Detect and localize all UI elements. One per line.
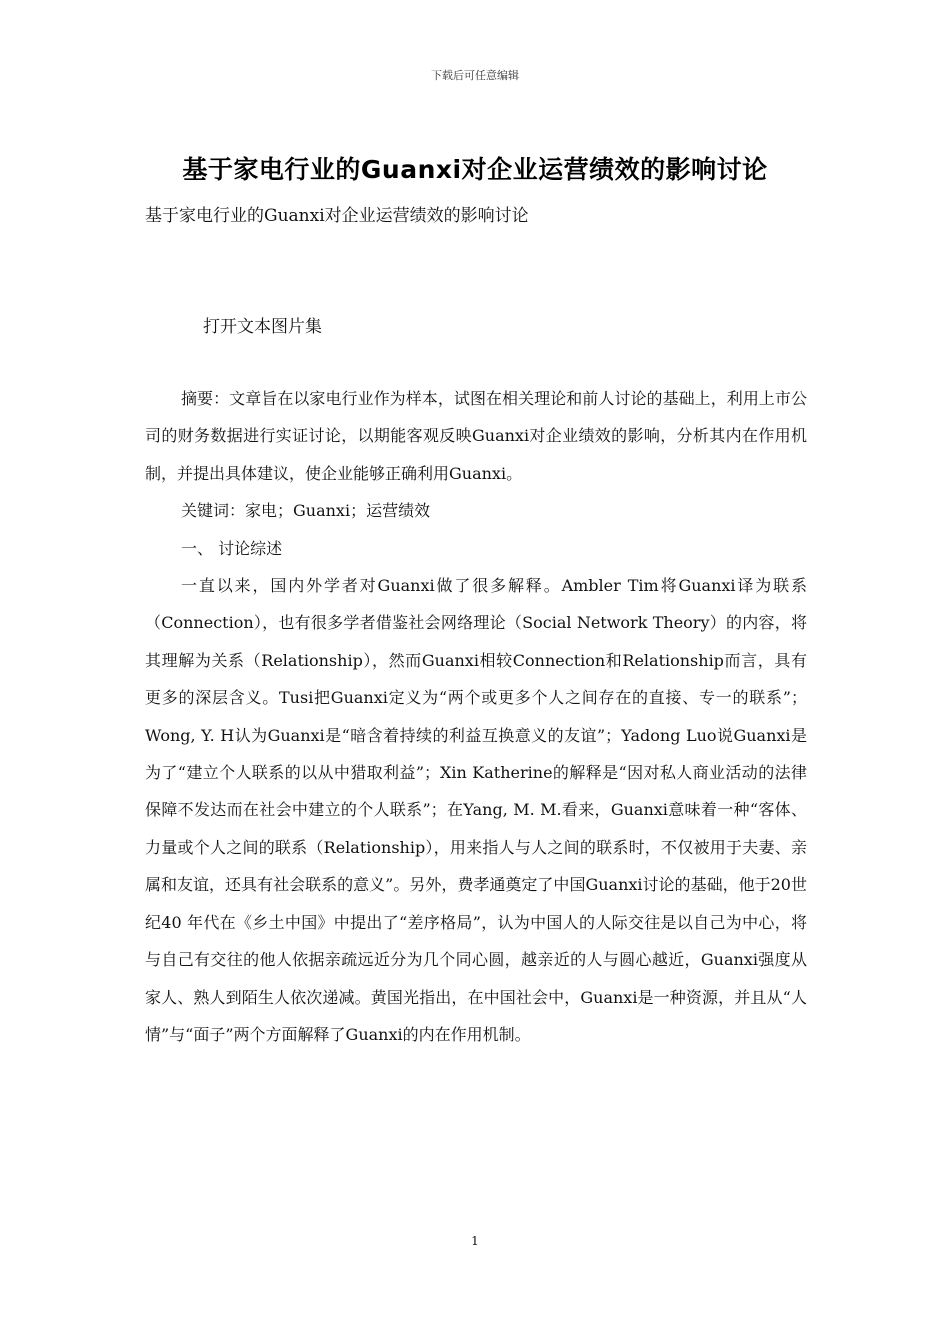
open-image-gallery-link[interactable]: 打开文本图片集 xyxy=(203,317,322,337)
abstract-paragraph: 摘要：文章旨在以家电行业作为样本，试图在相关理论和前人讨论的基础上，利用上市公司的财务数据进行实证讨论，以期能客观反映Guanxi对企业绩效的影响，分析其内在作用机制，并提出具体建议，使企业能够正确利用Guanxi。 xyxy=(145,389,807,483)
document-body xyxy=(145,380,807,1053)
section-body-paragraph: 一直以来，国内外学者对Guanxi做了很多解释。Ambler Tim将Guanxi译为联系（Connection），也有很多学者借鉴社会网络理论（Social Network Theory）的内容，将其理解为关系（Relationship），然而Guanxi相较Connection和Relationship而言，具有更多的深层含义。Tusi把Guanxi定义为“两个或更多个人之间存在的直接、专一的联系”；Wong, Y. H认为Guanxi是“暗含着持续的利益互换意义的友谊”；Yadong Luo说Guanxi是为了“建立个人联系的以从中猎取利益”；Xin Katherine的解释是“因对私人商业活动的法律保障不发达而在社会中建立的个人联系”；在Yang, M. M.看来，Guanxi意味着一种“客体、力量或个人之间的联系（Relationship），用来指人与人之间的联系时，不仅被用于夫妻、亲属和友谊，还具有社会联系的意义”。另外，费孝通奠定了中国Guanxi讨论的基础，他于20世纪40 年代在《乡土中国》中提出了“差序格局”，认为中国人的人际交往是以自己为中心，将与自己有交往的他人依据亲疏远近分为几个同心圆，越亲近的人与圆心越近，Guanxi强度从家人、熟人到陌生人依次递减。黄国光指出，在中国社会中，Guanxi是一种资源，并且从“人情”与“面子”两个方面解释了Guanxi的内在作用机制。 xyxy=(145,576,807,1044)
header-note: 下载后可任意编辑 xyxy=(431,69,519,82)
section-heading: 一、 讨论综述 xyxy=(181,538,283,558)
document-subtitle: 基于家电行业的Guanxi对企业运营绩效的影响讨论 xyxy=(145,206,529,226)
page-number: 1 xyxy=(471,1234,479,1248)
document-title: 基于家电行业的Guanxi对企业运营绩效的影响讨论 xyxy=(182,155,768,184)
keywords-paragraph: 关键词：家电；Guanxi；运营绩效 xyxy=(181,501,431,521)
